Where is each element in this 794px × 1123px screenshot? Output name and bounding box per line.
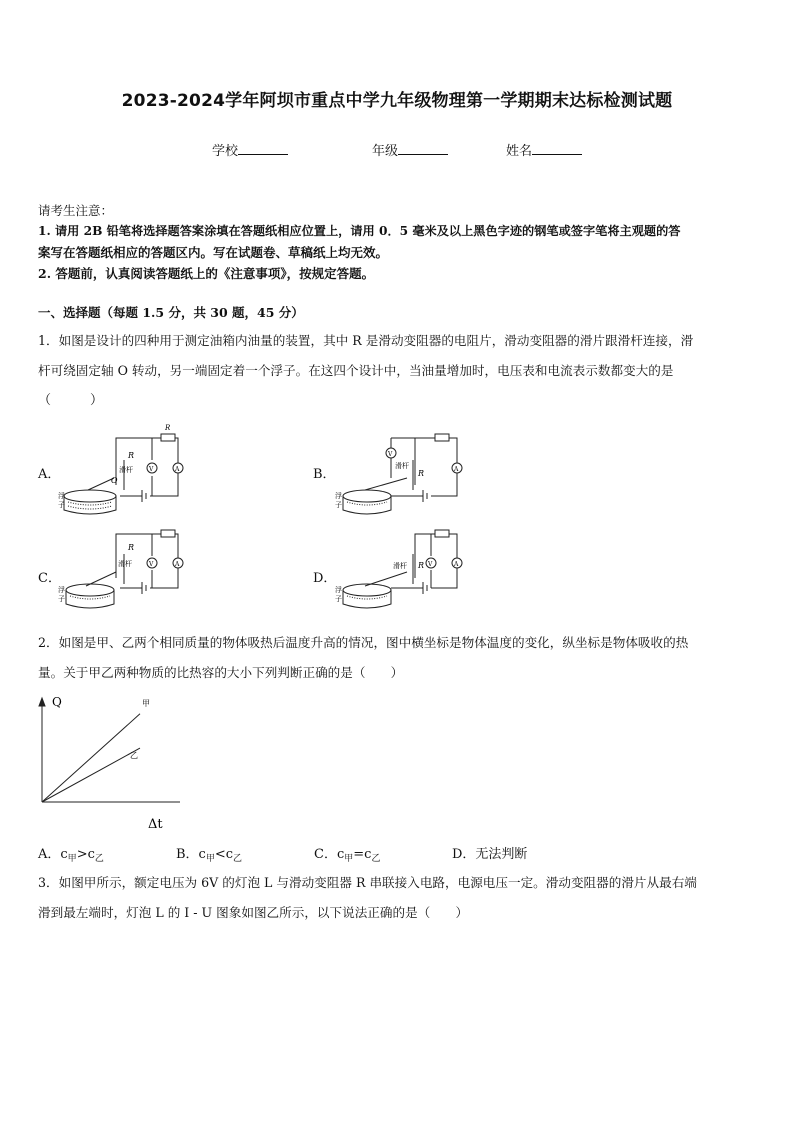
meter-a: A [175,466,180,473]
section-heading: 一、选择题（每题 1.5 分，共 30 题，45 分） [38,305,304,320]
q1-line1: 1．如图是设计的四种用于测定油箱内油量的装置，其中 R 是滑动变阻器的电阻片，滑动变阻器的滑片跟滑杆连接，滑 [38,333,694,348]
meter-v: V [428,561,433,568]
meter-a: A [454,466,459,473]
grade-field [372,140,448,159]
x-axis-label: Δt [148,817,163,832]
label-float-2: 子 [58,501,65,509]
label-float-2: 子 [58,595,65,603]
meter-v: V [388,451,393,458]
label-r0: R [165,424,171,432]
label-slide: 滑杆 [119,466,133,474]
name-field [506,140,582,159]
label-float-1: 浮 [335,492,342,500]
label-float-1: 浮 [58,586,65,594]
q1-option-b-label: B． [313,467,336,482]
meter-v: V [149,561,154,568]
grade-blank [398,142,448,155]
q3-line2: 滑到最左端时，灯泡 L 的 I - U 图象如图乙所示，以下说法正确的是（ ） [38,905,469,920]
q1-option-d-label: D． [313,571,337,586]
q1-line2: 杆可绕固定轴 O 转动，另一端固定着一个浮子。在这四个设计中，当油量增加时，电压表和电流表示数都变大的是 [38,363,674,378]
label-slide: 滑杆 [118,560,132,568]
page-title: 2023-2024学年阿坝市重点中学九年级物理第一学期期末达标检测试题 [121,91,673,111]
q2-option-a: A．$c_甲>c_乙$ [38,847,104,864]
label-float-2: 子 [335,501,342,509]
label-slide: 滑杆 [395,462,409,470]
label-r: R [128,451,135,460]
q2-option-c: C．$c_甲=c_乙$ [314,847,381,864]
label-o: O [111,476,118,485]
label-slide: 滑杆 [393,562,407,570]
notice-line1a: 1. 请用 2B 铅笔将选择题答案涂填在答题纸相应位置上，请用 0．5 毫米及以上黑色字迹的钢笔或签字笔将主观题的答 [38,224,681,238]
q1-option-a-label: A． [38,467,61,482]
q2-line1: 2．如图是甲、乙两个相同质量的物体吸热后温度升高的情况，图中横坐标是物体温度的变化，纵坐标是物体吸收的热 [38,635,689,650]
series-yi-label: 乙 [130,751,138,761]
q1-option-c-label: C． [38,571,61,586]
question-2 [38,628,762,688]
q2-chart [30,692,190,832]
q2-option-d: D．无法判断 [452,847,528,862]
meter-v: V [149,466,154,473]
name-blank [532,142,582,155]
notice-block [38,200,762,284]
name-label: 姓名 [506,144,533,159]
notice-heading: 请考生注意： [38,203,114,218]
notice-line2: 2. 答题前，认真阅读答题纸上的《注意事项》，按规定答题。 [38,266,375,281]
label-float-1: 浮 [335,586,342,594]
q2-line2: 量。关于甲乙两种物质的比热容的大小下列判断正确的是（ ） [38,665,404,680]
label-r: R [128,543,135,552]
q2-option-b: B．$c_甲<c_乙$ [176,847,243,864]
meter-a: A [454,561,459,568]
grade-label: 年级 [372,144,399,159]
q3-line1: 3．如图甲所示，额定电压为 6V 的灯泡 L 与滑动变阻器 R 串联接入电路，电源电压一定。滑动变阻器的滑片从最右端 [38,875,697,890]
question-1 [38,326,762,416]
series-jia-label: 甲 [142,698,150,708]
y-axis-label: Q [52,695,62,709]
school-label: 学校 [212,144,239,159]
label-r: R [418,561,425,570]
question-3 [38,868,762,928]
school-blank [238,142,288,155]
series-jia-line [42,714,140,802]
q1-diagram-a [58,424,188,525]
q1-diagram-c [58,528,188,618]
label-float-2: 子 [335,595,342,603]
q1-line3: （ ） [38,393,104,408]
series-yi-line [42,748,140,802]
meter-a: A [175,561,180,568]
school-field [212,140,288,159]
label-r: R [418,469,425,478]
q1-diagram-d [335,528,465,618]
label-float-1: 浮 [58,492,65,500]
notice-line1b: 案写在答题纸相应的答题区内。写在试题卷、草稿纸上均无效。 [38,245,389,260]
q1-diagram-b [335,430,465,525]
y-axis-arrow [39,698,45,706]
